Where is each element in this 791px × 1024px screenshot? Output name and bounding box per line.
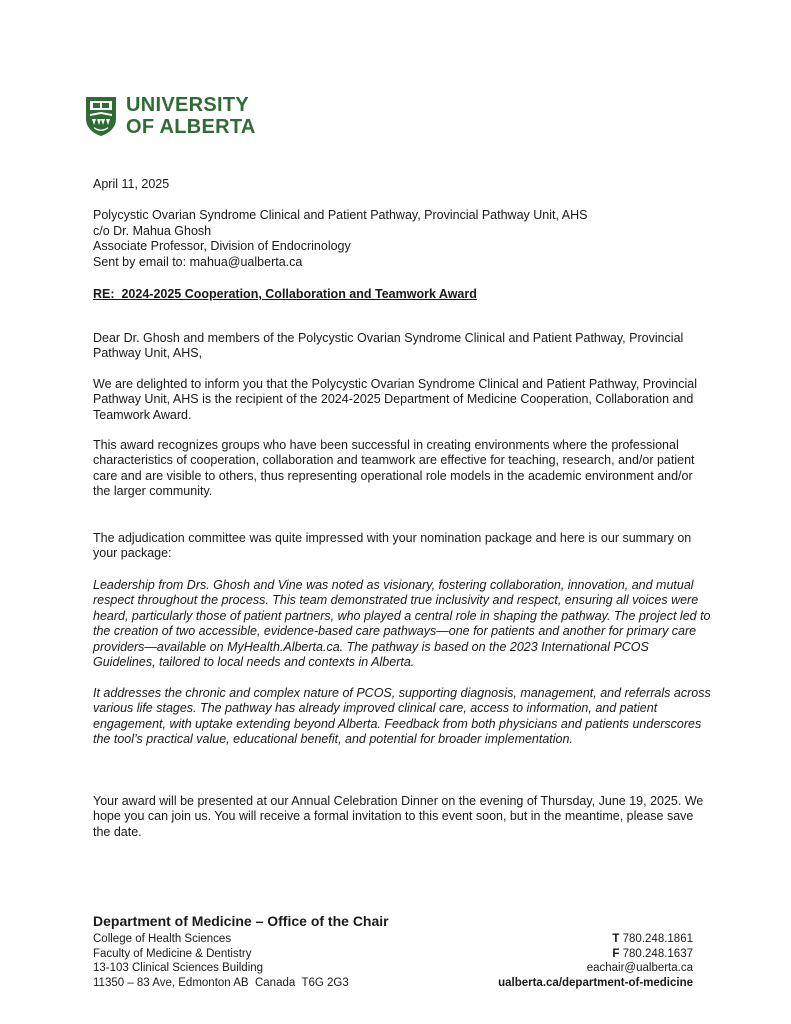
fax-number: 780.248.1637 [622, 947, 693, 960]
footer-address-line: 13-103 Clinical Sciences Building [93, 962, 264, 974]
subject-line: RE: 2024-2025 Cooperation, Collaboration and Teamwork Award [93, 287, 477, 301]
address-line: Associate Professor, Division of Endocrinology [93, 239, 351, 253]
phone-number: 780.248.1861 [622, 933, 693, 945]
address-line: Sent by email to: mahua@ualberta.ca [93, 254, 303, 269]
footer-address-line: College of Health Sciences [93, 933, 232, 945]
footer-department-title: Department of Medicine – Office of the Chair [93, 913, 389, 929]
fax-label: F [612, 947, 620, 960]
footer-email-link[interactable]: eachair@ualberta.ca [586, 962, 693, 974]
body-paragraph-award: We are delighted to inform you that the Polycystic Ovarian Syndrome Clinical and Patient Pathway, Provincial Pathway Unit, AHS is the recipient of the 2024-2025 Department of Medicine Cooperation, Collaboration and Teamwork Award. [93, 376, 697, 422]
footer-website-link[interactable]: ualberta.ca/department-of-medicine [498, 976, 693, 989]
footer-address-line: 11350 – 83 Ave, Edmonton AB Canada T6G 2G3 [93, 976, 349, 989]
letter-date: April 11, 2025 [93, 177, 170, 191]
recipient-address [93, 208, 713, 270]
logo-wordmark [126, 94, 256, 138]
footer-address-line: Faculty of Medicine & Dentistry [93, 947, 252, 960]
university-shield-icon [84, 95, 118, 137]
footer-contact [498, 932, 693, 990]
footer-fax [498, 947, 693, 962]
footer-phone [498, 932, 693, 947]
logo-line-2: OF ALBERTA [126, 116, 256, 138]
summary-paragraph-leadership: Leadership from Drs. Ghosh and Vine was noted as visionary, fostering collaboration, innovation, and mutual respect throughout the process. This team demonstrated true inclusivity and respect, ensuring all voices were heard, particularly those of patient partners, who played a central role in shaping the pathway. The project led to the creation of two accessible, evidence-based care pathways—one for patients and another for primary care providers—available on MyHealth.Alberta.ca. The pathway is based on the 2023 International PCOS Guidelines, tailored to local needs and contexts in Alberta. [93, 577, 711, 669]
logo-line-1: UNIVERSITY [126, 94, 250, 116]
address-line: Polycystic Ovarian Syndrome Clinical and Patient Pathway, Provincial Pathway Unit, AHS [93, 208, 588, 222]
university-logo [84, 94, 256, 138]
body-paragraph-committee: The adjudication committee was quite impressed with your nomination package and here is our summary on your package: [93, 530, 692, 560]
salutation: Dear Dr. Ghosh and members of the Polycystic Ovarian Syndrome Clinical and Patient Pathway, Provincial Pathway Unit, AHS, [93, 330, 684, 360]
body-paragraph-invitation: Your award will be presented at our Annual Celebration Dinner on the evening of Thursday, June 19, 2025. We hope you can join us. You will receive a formal invitation to this event soon, but in the meantime, please save the date. [93, 793, 704, 839]
address-line: c/o Dr. Mahua Ghosh [93, 223, 212, 238]
footer-address [93, 932, 349, 990]
body-paragraph-description: This award recognizes groups who have been successful in creating environments where the professional characteristics of cooperation, collaboration and teamwork are effective for teaching, research, and/or patient care and are visible to others, thus representing operational role models in the academic environment and/or the larger community. [93, 437, 695, 498]
phone-label: T [612, 933, 620, 945]
summary-paragraph-impact: It addresses the chronic and complex nature of PCOS, supporting diagnosis, management, and referrals across various life stages. The pathway has already improved clinical care, access to information, and patient engagement, with uptake extending beyond Alberta. Feedback from both physicians and patients underscores the tool’s practical value, educational benefit, and potential for broader implementation. [93, 685, 711, 746]
